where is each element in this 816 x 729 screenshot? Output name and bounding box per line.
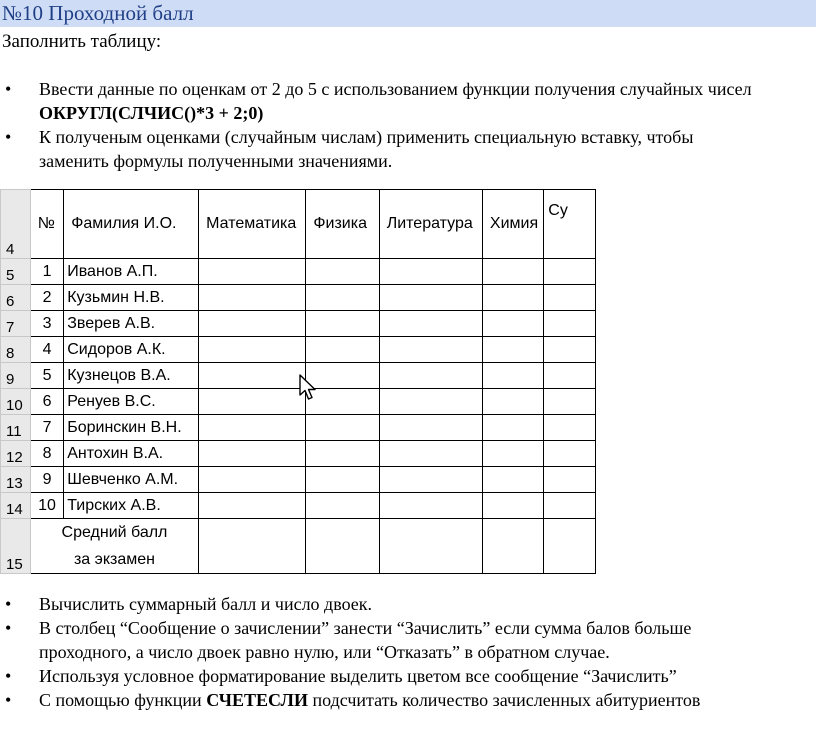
table-row: [1, 337, 596, 363]
table-row: [1, 311, 596, 337]
grade-cell: [379, 441, 482, 467]
task-list-top: [0, 77, 759, 173]
name-cell: Зверев А.В.: [64, 311, 199, 337]
grade-cell: [306, 337, 379, 363]
grade-cell: [379, 389, 482, 415]
grade-cell: [544, 493, 596, 519]
list-item: [0, 664, 759, 688]
table-row: [1, 441, 596, 467]
list-item: [0, 688, 759, 712]
grade-cell: [306, 415, 379, 441]
grade-cell: [482, 493, 543, 519]
grade-cell: [482, 259, 543, 285]
table-row: [1, 467, 596, 493]
grade-cell: [379, 285, 482, 311]
bullet-text: К полученым оценками (случайным числам) применить специальную вставку, чтобы заменить формулы полученными значениями.: [39, 127, 694, 171]
average-label: Средний балл за экзамен: [30, 519, 198, 574]
row-header: 14: [1, 493, 31, 519]
grade-cell: [482, 415, 543, 441]
grade-cell: [544, 467, 596, 493]
grade-cell: [379, 467, 482, 493]
average-row: [1, 519, 596, 574]
name-cell: Боринскин В.Н.: [64, 415, 199, 441]
list-item: [0, 77, 759, 125]
table-row: [1, 259, 596, 285]
table-row: [1, 493, 596, 519]
grade-cell: [306, 311, 379, 337]
number-cell: 7: [30, 415, 63, 441]
number-cell: 3: [30, 311, 63, 337]
grade-cell: [199, 415, 306, 441]
grade-cell: [482, 311, 543, 337]
list-item: [0, 592, 759, 616]
grade-cell: [199, 467, 306, 493]
row-header: 4: [1, 190, 31, 259]
list-item: [0, 125, 759, 173]
column-header: Физика: [306, 190, 379, 259]
grade-cell: [306, 493, 379, 519]
row-header: 5: [1, 259, 31, 285]
intro-text: Заполнить таблицу:: [2, 31, 162, 52]
slide-title: №10 Проходной балл: [2, 1, 194, 25]
grade-cell: [544, 415, 596, 441]
grade-cell: [199, 311, 306, 337]
bullet-text: Используя условное форматирование выделить цветом все сообщение “Зачислить”: [39, 666, 677, 686]
row-header: 6: [1, 285, 31, 311]
grade-cell: [544, 285, 596, 311]
grade-cell: [482, 467, 543, 493]
row-header: 11: [1, 415, 31, 441]
row-header: 8: [1, 337, 31, 363]
number-cell: 8: [30, 441, 63, 467]
formula-text: ОКРУГЛ(СЛЧИС()*3 + 2;0): [39, 103, 264, 123]
name-cell: Шевченко А.М.: [64, 467, 199, 493]
grade-cell: [379, 259, 482, 285]
bullet-text: Ввести данные по оценкам от 2 до 5 с использованием функции получения случайных чисел: [39, 79, 752, 99]
grade-cell: [199, 441, 306, 467]
grade-cell: [306, 285, 379, 311]
name-cell: Антохин В.А.: [64, 441, 199, 467]
grade-cell: [199, 285, 306, 311]
name-cell: Кузьмин Н.В.: [64, 285, 199, 311]
name-cell: Ренуев В.С.: [64, 389, 199, 415]
name-cell: Иванов А.П.: [64, 259, 199, 285]
grade-cell: [306, 259, 379, 285]
grade-cell: [544, 363, 596, 389]
table-row: [1, 285, 596, 311]
bullet-text: Вычислить суммарный балл и число двоек.: [39, 594, 373, 614]
grade-cell: [306, 441, 379, 467]
function-name-text: СЧЕТЕСЛИ: [206, 690, 308, 710]
number-cell: 1: [30, 259, 63, 285]
grade-cell: [544, 441, 596, 467]
name-cell: Кузнецов В.А.: [64, 363, 199, 389]
list-item: [0, 616, 759, 664]
grade-cell: [199, 337, 306, 363]
grade-cell: [379, 415, 482, 441]
row-header: 10: [1, 389, 31, 415]
grade-cell: [379, 311, 482, 337]
grade-cell: [199, 389, 306, 415]
number-cell: 10: [30, 493, 63, 519]
grade-cell: [199, 363, 306, 389]
task-list-bottom: [0, 592, 759, 712]
bullet-text: В столбец “Сообщение о зачислении” занести “Зачислить” если сумма балов больше проходного, а число двоек равно нулю, или “Отказать” в обратном случае.: [39, 618, 692, 662]
grade-cell: [199, 259, 306, 285]
grade-cell: [544, 259, 596, 285]
column-header: Су: [544, 190, 596, 259]
number-cell: 4: [30, 337, 63, 363]
column-header: Математика: [199, 190, 306, 259]
column-header: Химия: [482, 190, 543, 259]
grade-cell: [482, 441, 543, 467]
grade-cell: [199, 493, 306, 519]
number-cell: 2: [30, 285, 63, 311]
grade-cell: [544, 389, 596, 415]
grade-cell: [482, 389, 543, 415]
grade-cell: [306, 467, 379, 493]
column-header: Литература: [379, 190, 482, 259]
slide-title-bar: [0, 0, 816, 27]
grade-cell: [379, 493, 482, 519]
column-header: №: [30, 190, 63, 259]
number-cell: 5: [30, 363, 63, 389]
name-cell: Сидоров А.К.: [64, 337, 199, 363]
grade-cell: [544, 337, 596, 363]
mouse-cursor-icon: [298, 374, 318, 402]
row-header: 15: [1, 519, 31, 574]
grade-cell: [544, 311, 596, 337]
grade-cell: [482, 285, 543, 311]
bullet-text: С помощью функции: [39, 690, 207, 710]
grade-cell: [482, 363, 543, 389]
bullet-text: подсчитать количество зачисленных абитуриентов: [307, 690, 701, 710]
row-header: 12: [1, 441, 31, 467]
name-cell: Тирских А.В.: [64, 493, 199, 519]
number-cell: 9: [30, 467, 63, 493]
row-header: 7: [1, 311, 31, 337]
grade-cell: [482, 337, 543, 363]
header-row: [1, 190, 596, 259]
number-cell: 6: [30, 389, 63, 415]
table-row: [1, 415, 596, 441]
row-header: 9: [1, 363, 31, 389]
grade-cell: [379, 363, 482, 389]
row-header: 13: [1, 467, 31, 493]
grade-cell: [379, 337, 482, 363]
column-header: Фамилия И.О.: [64, 190, 199, 259]
